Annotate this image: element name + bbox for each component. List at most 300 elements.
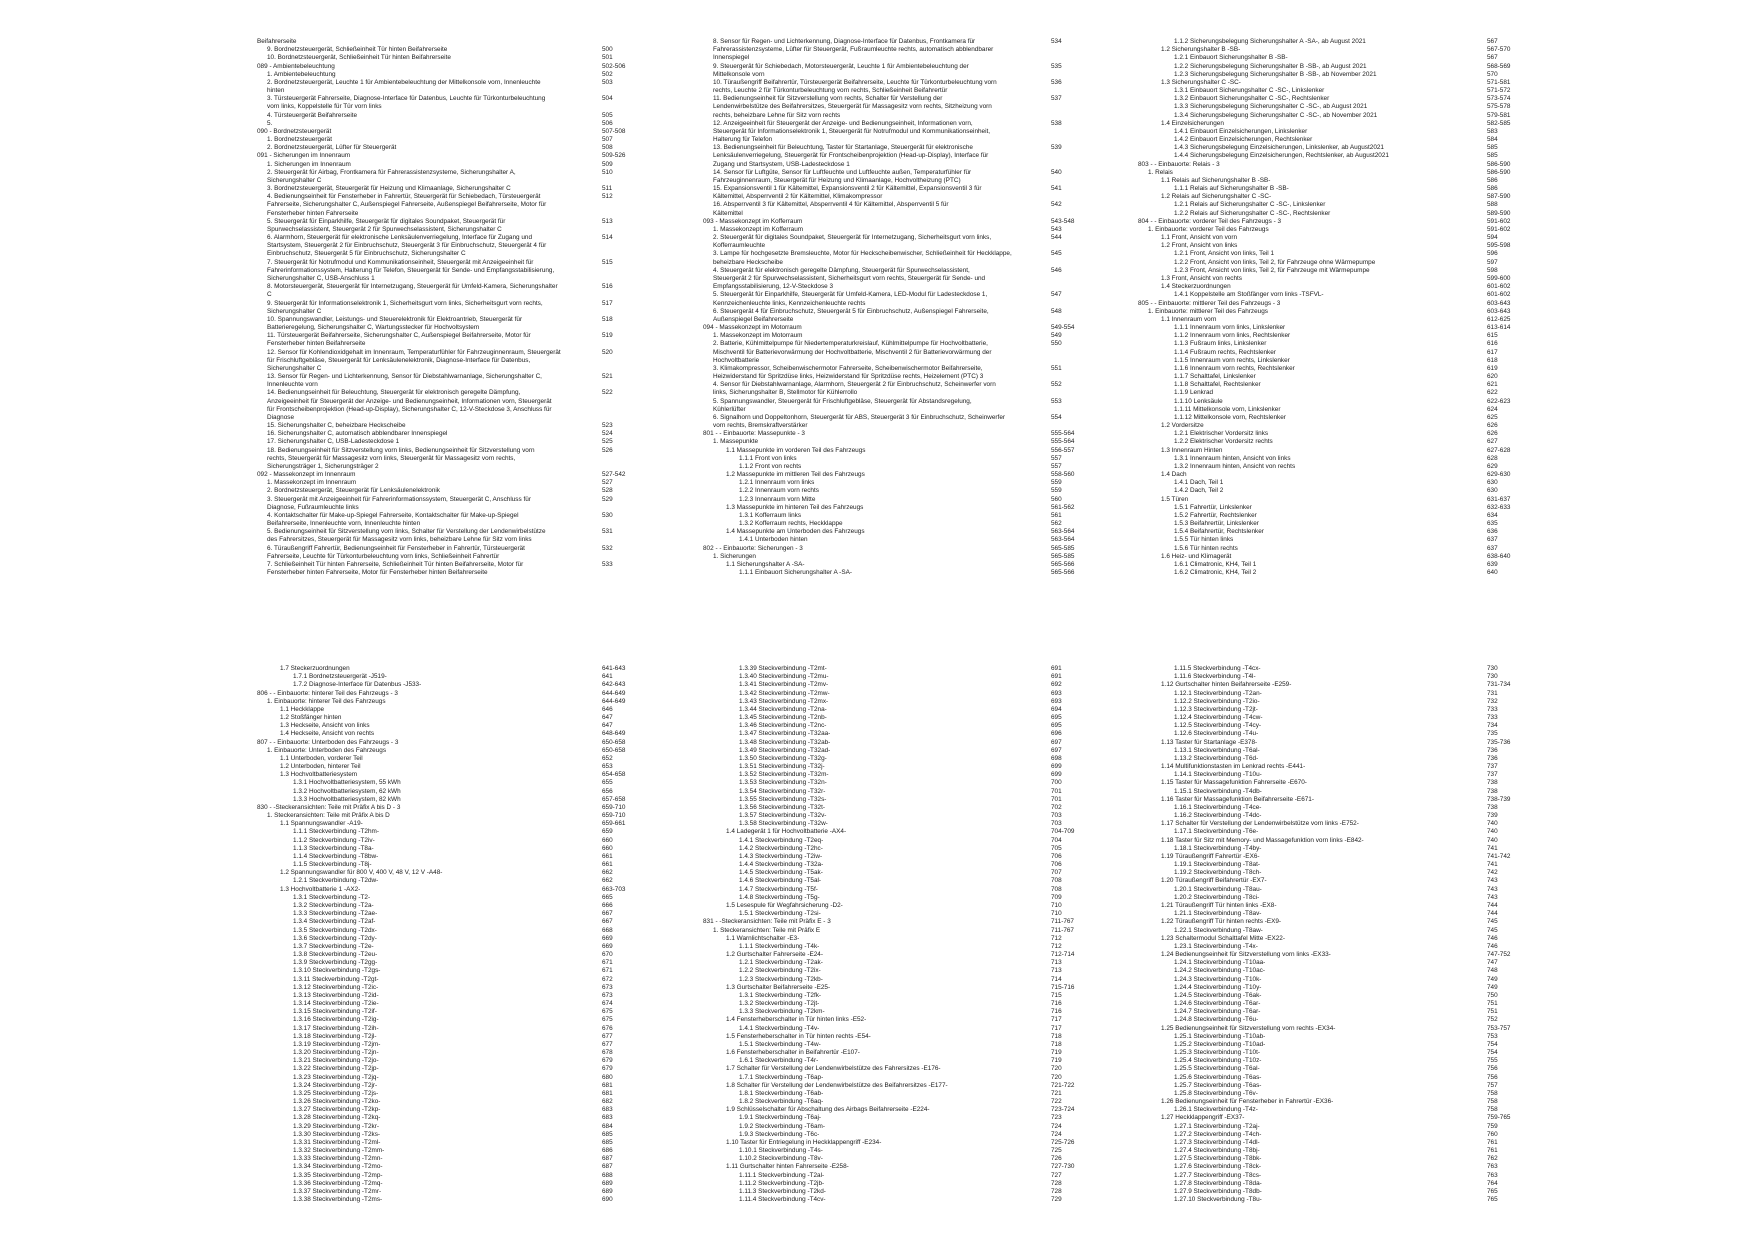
toc-entry-title: 1.3.3 Hochvoltbatteriesystem, 82 kWh — [293, 795, 401, 803]
toc-entry-page: 751 — [1487, 1008, 1498, 1016]
toc-entry — [703, 471, 1073, 479]
toc-entry — [703, 87, 1073, 95]
toc-entry-title: 10. Spannungswandler, Leistungs- und Steuerelektronik für Elektroantrieb, Steuergerät für — [267, 315, 523, 323]
toc-entry-title: 1.2.1 Einbauort Sicherungshalter B -SB- — [1174, 54, 1288, 62]
toc-entry — [703, 1098, 1073, 1106]
toc-entry-title: 1.25.1 Steckverbindung -T10ab- — [1174, 1032, 1266, 1040]
toc-entry-title: 094 - Massekonzept im Motorraum — [703, 324, 802, 332]
toc-entry-title: 1.8 Schalter für Verstellung der Lendenwirbelstütze des Beifahrersitzes -E177- — [726, 1081, 948, 1089]
toc-entry-title: 2. Steuergerät für digitales Soundpaket, Steuergerät für Internetzugang, Sicherheitsgurt vorn links, — [713, 234, 992, 242]
toc-entry-title: 1.6.1 Steckverbindung -T4r- — [739, 1057, 819, 1065]
toc-entry-page: 744 — [1487, 901, 1498, 909]
toc-entry-title: 1.5.1 Steckverbindung -T4w- — [739, 1040, 821, 1048]
toc-entry — [703, 918, 1073, 926]
toc-entry — [257, 381, 627, 389]
toc-entry-page: 647 — [602, 722, 613, 730]
toc-entry — [257, 250, 627, 258]
toc-entry-page: 743 — [1487, 885, 1498, 893]
toc-entry — [703, 853, 1073, 861]
toc-entry-page: 738 — [1487, 803, 1498, 811]
toc-entry — [703, 1041, 1073, 1049]
toc-entry-title: 5. Steuergerät für Einparkhilfe, Steuergerät für digitales Soundpaket, Steuergerät für — [267, 217, 506, 225]
toc-entry-title: 1.9.1 Steckverbindung -T6aj- — [739, 1114, 822, 1122]
toc-entry — [1138, 1106, 1508, 1114]
toc-entry-title: 4. Sensor für Diebstahlwarnanlage, Alarmhorn, Steuergerät 2 für Einbruchschutz, Scheinwerfer vorn — [713, 381, 996, 389]
toc-entry-page: 725-726 — [1051, 1138, 1075, 1146]
toc-entry-page: 716 — [1051, 1000, 1062, 1008]
toc-entry — [703, 1057, 1073, 1065]
toc-entry — [1138, 234, 1508, 242]
toc-entry-title: rechts, beheizbare Lehne für Sitz vorn rechts — [713, 111, 841, 119]
toc-entry — [703, 373, 1073, 381]
toc-entry — [1138, 894, 1508, 902]
toc-entry-title: 1.27.8 Steckverbindung -T8da- — [1174, 1179, 1262, 1187]
toc-entry-page: 501 — [602, 54, 613, 62]
toc-entry — [257, 63, 627, 71]
toc-entry — [257, 569, 627, 577]
toc-entry — [257, 242, 627, 250]
toc-entry-title: 1. Einbauorte: hinterer Teil des Fahrzeugs — [267, 697, 386, 705]
toc-entry-page: 641 — [602, 673, 613, 681]
toc-entry-page: 752 — [1487, 1016, 1498, 1024]
toc-entry — [257, 185, 627, 193]
toc-entry-page: 513 — [602, 217, 613, 225]
toc-entry-title: 1.24.3 Steckverbindung -T10k- — [1174, 975, 1262, 983]
toc-entry-title: Steuergerät für Informationselektronik 1, Steuergerät für Notrufmodul und Kommunikationseinheit, — [713, 127, 991, 135]
toc-entry — [1138, 71, 1508, 79]
toc-entry-page: 596 — [1487, 250, 1498, 258]
toc-entry-page: 553 — [1051, 397, 1062, 405]
toc-entry-title: 1.25.3 Steckverbindung -T10t- — [1174, 1049, 1260, 1057]
toc-entry-title: 1.14 Multifunktionstasten im Lenkrad rechts -E441- — [1161, 763, 1306, 771]
toc-column-bottom-left — [257, 665, 627, 1204]
toc-entry — [257, 984, 627, 992]
toc-entry — [1138, 1033, 1508, 1041]
toc-entry-page: 565-585 — [1051, 552, 1075, 560]
toc-entry-page: 683 — [602, 1114, 613, 1122]
toc-entry-page: 567 — [1487, 54, 1498, 62]
toc-entry — [257, 373, 627, 381]
toc-entry — [1138, 935, 1508, 943]
toc-entry-title: 1.1.2 Sicherungsbelegung Sicherungshalter A -SA-, ab August 2021 — [1174, 38, 1366, 45]
toc-entry-page: 657-658 — [602, 795, 626, 803]
toc-entry-title: Innenleuchte vorn — [267, 381, 318, 389]
toc-entry — [1138, 812, 1508, 820]
toc-entry-page: 537 — [1051, 95, 1062, 103]
toc-entry-page: 652 — [602, 754, 613, 762]
toc-entry-page: 693 — [1051, 689, 1062, 697]
toc-entry-title: 14. Bedienungseinheit für Beleuchtung, Steuergerät für elektronisch geregelte Dämpfung, — [267, 389, 521, 397]
toc-entry-title: 15. Sicherungshalter C, beheizbare Heckscheibe — [267, 422, 406, 430]
toc-entry — [703, 959, 1073, 967]
toc-entry-title: 11. Bedienungseinheit für Sitzverstellung vorn rechts, Schalter für Verstellung der — [713, 95, 943, 103]
toc-entry-page: 708 — [1051, 877, 1062, 885]
toc-entry-title: 1.11.1 Steckverbindung -T2al- — [739, 1171, 825, 1179]
toc-entry-page: 741 — [1487, 844, 1498, 852]
toc-entry-title: 1.3.54 Steckverbindung -T32r- — [739, 787, 826, 795]
toc-entry — [703, 1106, 1073, 1114]
toc-entry-page: 712-714 — [1051, 951, 1075, 959]
toc-entry-title: 807 - - Einbauorte: Unterboden des Fahrzeugs - 3 — [257, 738, 399, 746]
toc-entry-page: 759 — [1487, 1122, 1498, 1130]
toc-entry-title: 1.2.2 Elektrischer Vordersitz rechts — [1174, 438, 1273, 446]
toc-entry-title: 1.12.3 Steckverbindung -T2jt- — [1174, 705, 1258, 713]
toc-entry-title: 1.4 Ladegerät 1 für Hochvoltbatterie -AX4- — [726, 828, 847, 836]
toc-entry — [703, 1123, 1073, 1131]
toc-entry — [703, 967, 1073, 975]
toc-entry-page: 506 — [602, 119, 613, 127]
toc-entry-page: 627-628 — [1487, 446, 1511, 454]
toc-entry-title: 1.27.7 Steckverbindung -T8cs- — [1174, 1171, 1262, 1179]
toc-entry — [1138, 1024, 1511, 1033]
toc-entry — [1138, 788, 1508, 796]
toc-entry-title: 1.3.14 Steckverbindung -T2ie- — [293, 1000, 379, 1008]
toc-entry — [1138, 54, 1508, 62]
toc-entry — [1138, 714, 1508, 722]
toc-entry-title: Fahrerseite, Sicherungshalter C, Außenspiegel Fahrerseite, Außenspiegel Beifahrerseite, Motor für — [267, 201, 547, 209]
toc-entry-page: 567 — [1487, 38, 1498, 45]
toc-entry-title: Kältemittel — [713, 209, 743, 217]
toc-entry-title: 1.3.56 Steckverbindung -T32t- — [739, 803, 825, 811]
toc-entry — [257, 496, 627, 504]
toc-entry-title: 1.3.20 Steckverbindung -T2jn- — [293, 1049, 379, 1057]
toc-entry-page: 586 — [1487, 176, 1498, 184]
toc-entry-page: 713 — [1051, 967, 1062, 975]
toc-entry — [257, 943, 627, 951]
toc-entry-page: 579-581 — [1487, 111, 1511, 119]
toc-entry-title: 1.3 Hochvoltbatterie 1 -AX2- — [280, 885, 361, 893]
toc-entry-page: 740 — [1487, 836, 1498, 844]
toc-entry-title: 1.1.1 Innenraum vorn links, Linkslenker — [1174, 324, 1286, 332]
toc-entry-title: 1.1.7 Schalttafel, Linkslenker — [1174, 373, 1256, 381]
toc-entry — [703, 112, 1073, 120]
toc-entry-title: 1.1.8 Schalttafel, Rechtslenker — [1174, 381, 1261, 389]
toc-entry-page: 701 — [1051, 787, 1062, 795]
toc-entry-title: 1.1.1 Steckverbindung -T2hm- — [293, 828, 379, 836]
toc-entry-title: 1.5.6 Tür hinten rechts — [1174, 544, 1238, 552]
toc-entry-page: 753 — [1487, 1032, 1498, 1040]
toc-entry — [257, 210, 627, 218]
toc-entry-page: 586 — [1487, 185, 1498, 193]
toc-entry-title: vorn links, Koppelstelle für Tür vorn links — [267, 103, 382, 111]
toc-entry-page: 550 — [1051, 340, 1062, 348]
toc-entry-page: 751 — [1487, 1000, 1498, 1008]
toc-entry-title: 1.2 Sicherungshalter B -SB- — [1161, 46, 1241, 54]
toc-entry-page: 531 — [602, 528, 613, 536]
toc-entry-page: 715 — [1051, 991, 1062, 999]
toc-entry-title: 1.2.1 Innenraum vorn links — [739, 479, 815, 487]
toc-entry-page: 635 — [1487, 520, 1498, 528]
toc-entry — [703, 54, 1073, 62]
toc-entry — [1138, 414, 1508, 422]
toc-entry — [703, 665, 1073, 673]
toc-entry-page: 748 — [1487, 967, 1498, 975]
toc-entry-page: 702 — [1051, 803, 1062, 811]
toc-entry — [703, 820, 1073, 828]
toc-entry-title: Batterieregelung, Sicherungshalter C, Wartungsstecker für Hochvoltsystem — [267, 324, 480, 332]
toc-entry-title: 1.5 Fensterheberschalter in Tür hinten rechts -E54- — [726, 1032, 871, 1040]
toc-entry-page: 522 — [602, 389, 613, 397]
toc-entry — [703, 894, 1073, 902]
toc-entry-title: 1.3.8 Steckverbindung -T2eu- — [293, 951, 378, 959]
toc-entry — [257, 747, 627, 755]
toc-entry-title: Außenspiegel Beifahrerseite — [713, 315, 794, 323]
toc-entry-page: 706 — [1051, 861, 1062, 869]
toc-entry-page: 703 — [1051, 820, 1062, 828]
toc-entry-page: 583 — [1487, 127, 1498, 135]
toc-entry-page: 630 — [1487, 479, 1498, 487]
toc-entry — [257, 894, 627, 902]
toc-entry-page: 589-590 — [1487, 209, 1511, 217]
toc-entry — [703, 561, 1073, 569]
toc-entry-page: 629-630 — [1487, 471, 1511, 479]
toc-entry-title: 1.3.7 Steckverbindung -T2e- — [293, 942, 374, 950]
toc-entry-title: 1.3.2 Kofferraum rechts, Heckklappe — [739, 520, 843, 528]
toc-entry-page: 512 — [602, 193, 613, 201]
toc-entry-title: 1.11.5 Steckverbindung -T4cx- — [1174, 665, 1261, 672]
toc-entry-title: 1.4 Steckerzuordnungen — [1161, 283, 1231, 291]
toc-entry-title: 1.24.8 Steckverbindung -T6u- — [1174, 1016, 1259, 1024]
toc-entry-title: 15. Expansionsventil 1 für Kältemittel, Expansionsventil 2 für Kältemittel, Expansionsventil 3 für — [713, 185, 982, 193]
toc-entry — [257, 1025, 627, 1033]
toc-entry — [257, 1188, 627, 1196]
toc-entry-title: 1.1.3 Steckverbindung -T8a- — [293, 844, 374, 852]
toc-entry-page: 555-564 — [1051, 438, 1075, 446]
toc-entry — [703, 300, 1073, 308]
toc-entry — [257, 796, 627, 804]
toc-entry-title: 2. Bordnetzsteuergerät, Lüfter für Steuergerät — [267, 144, 397, 152]
toc-entry — [1138, 1155, 1508, 1163]
toc-entry — [257, 54, 627, 62]
toc-entry — [257, 422, 627, 430]
toc-entry — [257, 398, 627, 406]
toc-entry — [1138, 569, 1508, 577]
toc-entry-title: 1.1 Front, Ansicht von vorn — [1161, 234, 1238, 242]
toc-entry — [257, 283, 627, 291]
toc-entry-title: 1. Einbauorte: vorderer Teil des Fahrzeugs — [1148, 225, 1269, 233]
toc-entry-title: 1. Sicherungen — [713, 552, 756, 560]
toc-entry-page: 548 — [1051, 307, 1062, 315]
toc-entry — [257, 193, 627, 201]
toc-entry — [257, 291, 627, 299]
toc-entry — [1138, 193, 1511, 201]
toc-entry-title: 1.7 Schalter für Verstellung der Lendenwirbelstütze des Fahrersitzes -E176- — [726, 1065, 941, 1073]
toc-entry — [257, 1065, 627, 1073]
toc-entry — [703, 1188, 1073, 1196]
toc-entry — [703, 828, 1073, 836]
toc-entry-page: 669 — [602, 942, 613, 950]
toc-entry — [703, 349, 1073, 357]
toc-entry-page: 749 — [1487, 983, 1498, 991]
toc-entry-title: 1.5.3 Beifahrertür, Linkslenker — [1174, 520, 1259, 528]
toc-entry-page: 758 — [1487, 1106, 1498, 1114]
toc-entry-title: 7. Schließeinheit Tür hinten Fahrerseite, Schließeinheit Tür hinten Beifahrerseite, Motor für — [267, 561, 524, 568]
toc-entry — [703, 520, 1073, 528]
toc-entry — [703, 771, 1073, 779]
toc-entry — [703, 886, 1073, 894]
toc-entry-page: 629 — [1487, 462, 1498, 470]
toc-entry-title: 1.16.2 Steckverbindung -T4dc- — [1174, 812, 1262, 820]
toc-entry — [703, 504, 1073, 512]
toc-entry-title: 1.3.1 Steckverbindung -T2fk- — [739, 991, 822, 999]
toc-entry-page: 741-742 — [1487, 852, 1511, 860]
toc-entry-page: 736 — [1487, 754, 1498, 762]
toc-entry — [1138, 738, 1511, 747]
toc-entry — [1138, 78, 1511, 87]
toc-entry — [703, 487, 1073, 495]
toc-entry-page: 565-566 — [1051, 569, 1075, 577]
toc-entry-title: Startsystem, Steuergerät 2 für Einbruchschutz, Steuergerät 3 für Einbruchschutz, Steuergerät 4 für — [267, 242, 547, 250]
toc-entry — [257, 79, 627, 87]
toc-entry — [257, 95, 627, 103]
toc-entry-page: 527-542 — [602, 471, 626, 479]
toc-entry — [1138, 1139, 1508, 1147]
toc-entry-title: 1.5.2 Fahrertür, Rechtslenker — [1174, 511, 1257, 519]
toc-entry — [257, 553, 627, 561]
toc-entry — [703, 1172, 1073, 1180]
toc-entry-title: 1.3.45 Steckverbindung -T2nb- — [739, 714, 827, 722]
toc-entry-title: 1.4.2 Einbauort Einzelsicherungen, Rechtslenker — [1174, 136, 1313, 144]
toc-entry — [1138, 446, 1511, 455]
toc-entry — [703, 681, 1073, 689]
toc-entry — [257, 520, 627, 528]
toc-entry — [703, 869, 1073, 877]
toc-entry-page: 722 — [1051, 1098, 1062, 1106]
toc-entry-page: 723-724 — [1051, 1106, 1075, 1114]
toc-entry-title: 1.1.5 Steckverbindung -T8j- — [293, 861, 372, 869]
toc-entry-page: 694 — [1051, 705, 1062, 713]
toc-entry-page: 543-548 — [1051, 217, 1075, 225]
toc-entry-title: 1.1.1 Einbauort Sicherungshalter A -SA- — [739, 569, 852, 577]
toc-entry — [257, 357, 627, 365]
toc-entry-page: 509 — [602, 160, 613, 168]
toc-entry — [257, 722, 627, 730]
toc-entry — [257, 771, 627, 779]
toc-entry — [703, 406, 1073, 414]
toc-entry-page: 727-730 — [1051, 1163, 1075, 1171]
toc-entry-page: 586-590 — [1487, 168, 1511, 176]
toc-entry — [703, 95, 1073, 103]
toc-entry — [1138, 545, 1508, 553]
toc-entry-title: 1.27.9 Steckverbindung -T8db- — [1174, 1188, 1262, 1195]
toc-entry — [703, 730, 1073, 738]
toc-entry — [1138, 665, 1508, 673]
toc-entry-page: 551 — [1051, 364, 1062, 372]
toc-entry-title: 1. Relais — [1148, 168, 1173, 176]
toc-entry-page: 628 — [1487, 454, 1498, 462]
toc-entry-page: 534 — [1051, 38, 1062, 45]
toc-entry-page: 726 — [1051, 1155, 1062, 1163]
toc-entry-title: 1.3.48 Steckverbindung -T32ab- — [739, 738, 831, 746]
toc-entry-title: 4. Türsteuergerät Beifahrerseite — [267, 111, 358, 119]
toc-entry — [703, 1147, 1073, 1155]
toc-entry-title: 801 - - Einbauorte: Massepunkte - 3 — [703, 430, 805, 438]
toc-entry — [703, 1139, 1073, 1147]
toc-entry-page: 710 — [1051, 910, 1062, 918]
toc-entry-title: 1.3.52 Steckverbindung -T32m- — [739, 771, 829, 779]
toc-entry — [703, 226, 1073, 234]
toc-entry-title: 1.2.3 Innenraum vorn Mitte — [739, 495, 816, 503]
toc-entry-page: 644-649 — [602, 697, 626, 705]
toc-entry-title: 806 - - Einbauorte: hinterer Teil des Fahrzeugs - 3 — [257, 689, 398, 697]
toc-entry — [257, 463, 627, 471]
toc-entry-page: 533 — [602, 561, 613, 568]
toc-entry-title: Heizwiderstand für Spritzdüse links, Heizwiderstand für Spritzdüse rechts, Heizelement (PTC) 3 — [713, 373, 984, 381]
toc-entry-title: 16. Sicherungshalter C, automatisch abblendbarer Innenspiegel — [267, 430, 448, 438]
toc-entry — [703, 747, 1073, 755]
toc-entry-title: 1.21.1 Steckverbindung -T8av- — [1174, 910, 1262, 918]
toc-entry-title: 1.3.27 Steckverbindung -T2kp- — [293, 1106, 381, 1114]
toc-entry-title: 10. Türaußengriff Beifahrertür, Türsteuergerät Beifahrerseite, Leuchte für Türkonturbeleuchtung vorn — [713, 78, 997, 86]
toc-entry-page: 529 — [602, 495, 613, 503]
toc-entry-page: 632-633 — [1487, 503, 1511, 511]
toc-entry-title: Fahrzeuginnenraum, Steuergerät für Heizung und Klimaanlage, Hochvoltheizung (PTC) — [713, 176, 961, 184]
toc-entry — [1138, 38, 1508, 46]
toc-entry — [1138, 406, 1508, 414]
toc-entry-page: 721 — [1051, 1089, 1062, 1097]
toc-entry — [1138, 869, 1508, 877]
toc-entry-title: 1.3.38 Steckverbindung -T2ms- — [293, 1196, 383, 1204]
toc-entry — [1138, 910, 1508, 918]
toc-entry-title: 1.3.26 Steckverbindung -T2ko- — [293, 1098, 381, 1106]
toc-entry — [1138, 984, 1508, 992]
toc-entry-page: 741 — [1487, 861, 1498, 869]
toc-entry-title: 1.2 Relais auf Sicherungshalter C -SC- — [1161, 193, 1272, 201]
toc-entry — [1138, 1041, 1508, 1049]
toc-entry-title: 1.4.3 Steckverbindung -T2iw- — [739, 852, 823, 860]
toc-entry — [257, 161, 627, 169]
toc-entry-title: 1.3.47 Steckverbindung -T32aa- — [739, 730, 831, 738]
toc-entry — [257, 902, 627, 910]
toc-entry-page: 524 — [602, 430, 613, 438]
toc-entry — [703, 796, 1073, 804]
toc-entry-title: 1.3.4 Steckverbindung -T2af- — [293, 918, 376, 926]
toc-entry — [1138, 927, 1508, 935]
toc-entry-page: 661 — [602, 852, 613, 860]
toc-entry-title: 1.24.6 Steckverbindung -T6ar- — [1174, 1000, 1261, 1008]
toc-entry — [703, 1155, 1073, 1163]
toc-entry-title: 1.1 Warnlichtschalter -E3- — [726, 934, 800, 942]
toc-entry-title: 1.3.35 Steckverbindung -T2mp- — [293, 1171, 383, 1179]
toc-entry-page: 618 — [1487, 356, 1498, 364]
toc-entry-page: 745 — [1487, 926, 1498, 934]
toc-entry-title: vorn rechts, Bremskraftverstärker — [713, 422, 808, 430]
toc-entry — [1138, 471, 1511, 479]
toc-entry-page: 563-564 — [1051, 528, 1075, 536]
toc-entry — [703, 250, 1073, 258]
toc-entry — [257, 430, 627, 438]
toc-entry — [257, 1000, 627, 1008]
toc-entry-page: 742 — [1487, 869, 1498, 877]
toc-entry-title: 1.27.5 Steckverbindung -T8bk- — [1174, 1155, 1262, 1163]
toc-entry — [257, 234, 627, 242]
toc-entry-page: 754 — [1487, 1040, 1498, 1048]
toc-entry-page: 765 — [1487, 1188, 1498, 1195]
toc-entry-page: 571-572 — [1487, 87, 1511, 95]
toc-entry — [1138, 250, 1508, 258]
toc-entry-page: 666 — [602, 901, 613, 909]
toc-entry-title: 1.3.3 Steckverbindung -T2ae- — [293, 910, 378, 918]
toc-entry — [1138, 763, 1508, 771]
toc-entry — [1138, 804, 1508, 812]
toc-entry-title: 1.2 Front, Ansicht von links — [1161, 242, 1238, 250]
toc-entry-page: 601-602 — [1487, 291, 1511, 299]
toc-entry — [257, 1082, 627, 1090]
toc-entry — [1138, 755, 1508, 763]
toc-entry-page: 710 — [1051, 901, 1062, 909]
toc-entry — [1138, 307, 1511, 316]
toc-entry-page: 660 — [602, 844, 613, 852]
